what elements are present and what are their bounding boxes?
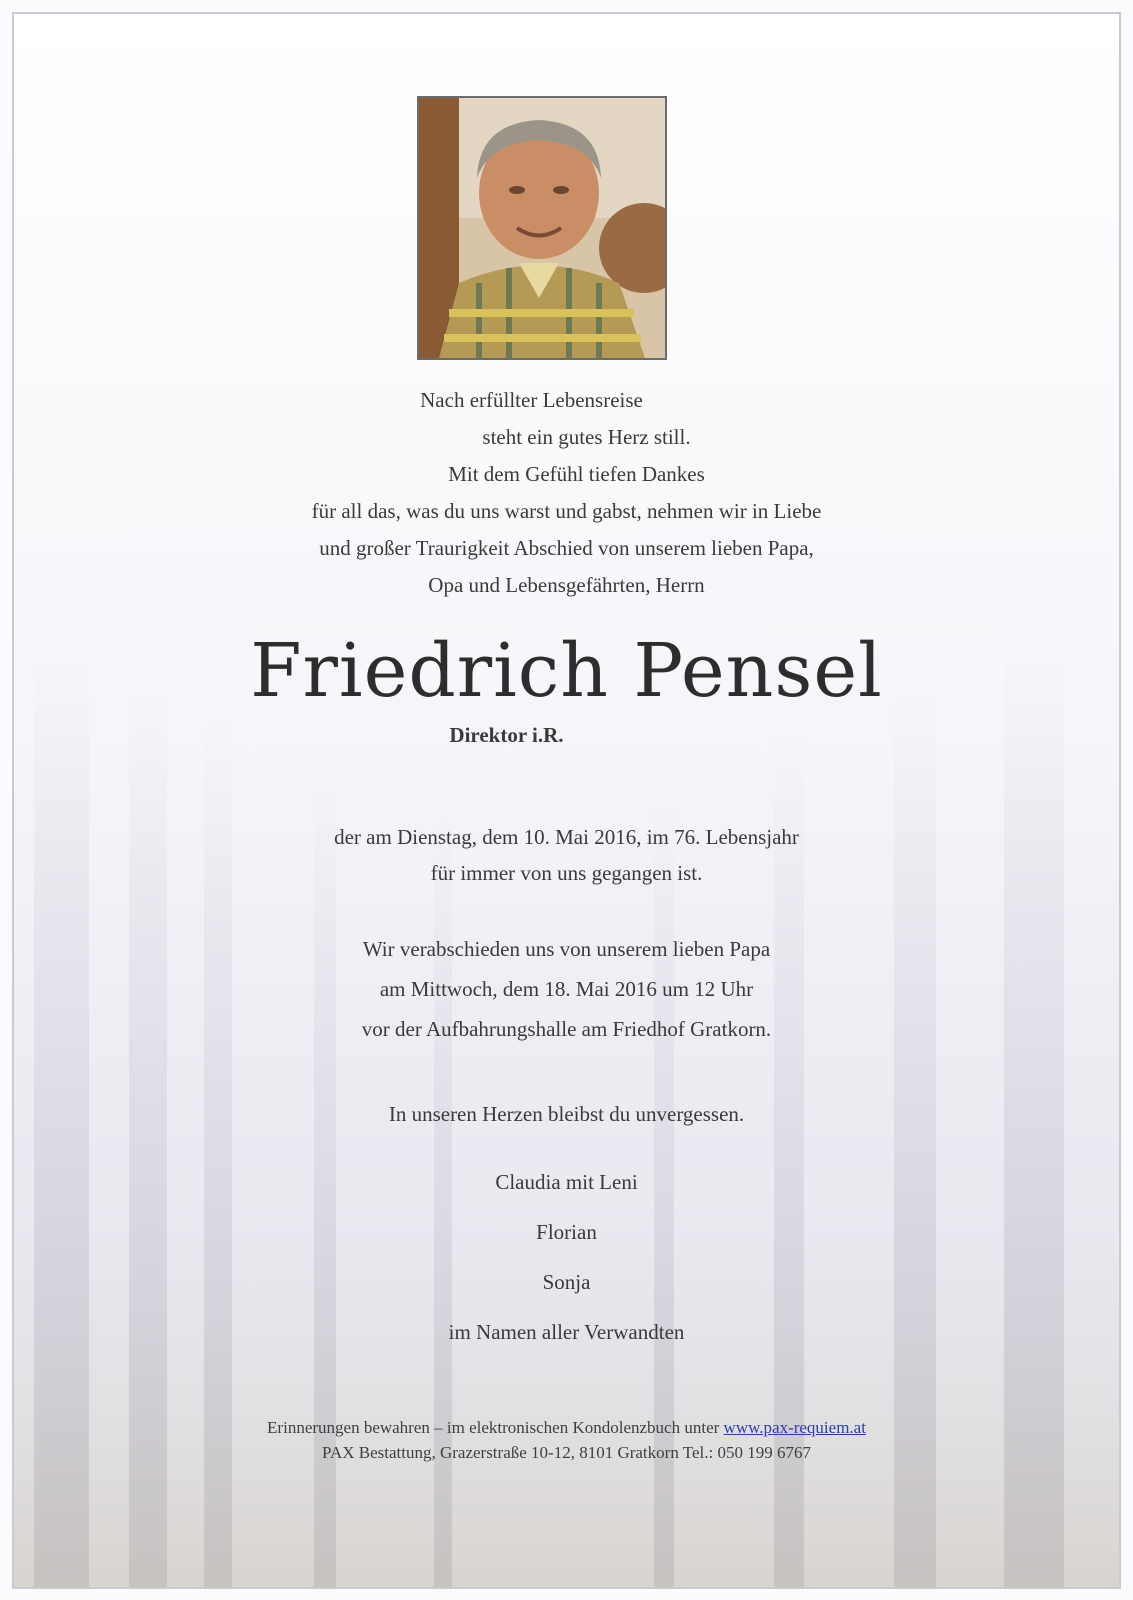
- deceased-name: Friedrich Pensel: [250, 628, 883, 714]
- funeral-line: am Mittwoch, dem 18. Mai 2016 um 12 Uhr: [379, 977, 754, 1001]
- footer-address-line: PAX Bestattung, Grazerstraße 10-12, 8101 Gratkorn Tel.: 050 199 6767: [322, 1443, 811, 1462]
- death-notice: [14, 819, 1119, 891]
- mourner-name: Sonja: [542, 1270, 591, 1294]
- footer: [14, 1415, 1119, 1465]
- funeral-line: Wir verabschieden uns von unserem lieben Papa: [362, 937, 771, 961]
- memory-line: In unseren Herzen bleibst du unvergessen.: [388, 1102, 745, 1126]
- intro-line: für all das, was du uns warst und gabst, nehmen wir in Liebe: [311, 499, 822, 523]
- intro-line: Opa und Lebensgefährten, Herrn: [428, 573, 705, 597]
- footer-condolence-text: Erinnerungen bewahren – im elektronischen Kondolenzbuch unter: [267, 1418, 724, 1437]
- mourners-list: [14, 1157, 1119, 1357]
- mourner-name: Florian: [536, 1220, 597, 1244]
- portrait-image: [419, 98, 665, 358]
- intro-line: Nach erfüllter Lebensreise: [420, 388, 643, 412]
- mourner-name: im Namen aller Verwandten: [448, 1320, 685, 1344]
- intro-line: und großer Traurigkeit Abschied von unserem lieben Papa,: [319, 536, 814, 560]
- intro-text: [14, 382, 1119, 604]
- portrait-photo: [417, 96, 667, 360]
- footer-condolence-line: [14, 1415, 1119, 1440]
- death-line: der am Dienstag, dem 10. Mai 2016, im 76. Lebensjahr: [334, 825, 799, 849]
- funeral-line: vor der Aufbahrungshalle am Friedhof Gratkorn.: [361, 1017, 772, 1041]
- condolence-link[interactable]: www.pax-requiem.at: [723, 1418, 866, 1437]
- mourner-name: Claudia mit Leni: [495, 1170, 638, 1194]
- intro-line: Mit dem Gefühl tiefen Dankes: [448, 462, 705, 486]
- death-line: für immer von uns gegangen ist.: [430, 861, 703, 885]
- page-frame: [12, 12, 1121, 1589]
- deceased-title: Direktor i.R.: [449, 723, 564, 747]
- funeral-notice: [14, 929, 1119, 1049]
- intro-line: steht ein gutes Herz still.: [482, 425, 691, 449]
